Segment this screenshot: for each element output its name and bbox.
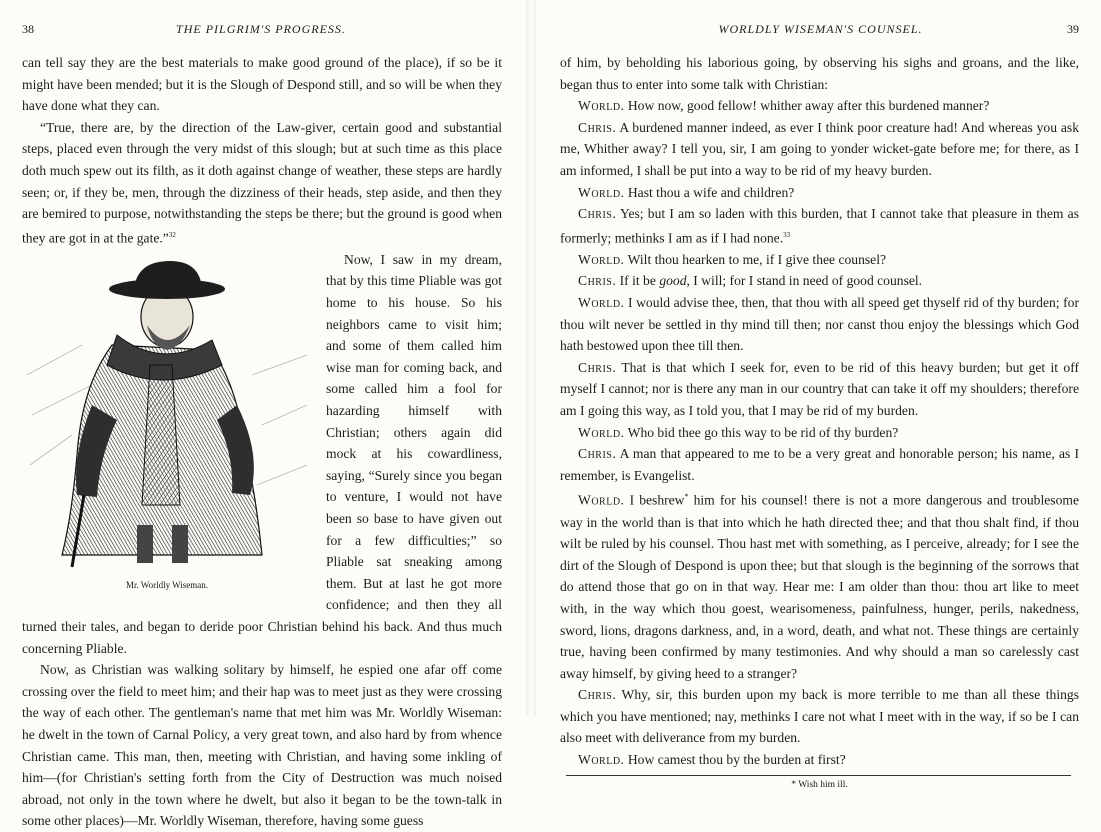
paragraph: of him, by beholding his laborious going, by observing his sighs and groans, and the like, began thus to enter into some talk with Christian: <box>560 55 1079 92</box>
worldly-wiseman-engraving <box>22 255 312 573</box>
dialogue-line: Chris. Yes; but I am so laden with this burden, that I cannot take that pleasure in them as formerly; methinks I am as if I had none.$^{33}$ <box>560 206 1079 246</box>
speaker-label: World. <box>578 251 625 267</box>
speaker-label: World. <box>578 492 625 508</box>
dialogue-line: Chris. Why, sir, this burden upon my back is more terrible to me than all these things which you have mentioned; nay, methinks I care not what I meet with in the way, if so be I can also meet with deliverance from my burden. <box>560 687 1079 746</box>
right-page-number: 39 <box>1066 22 1079 36</box>
speaker-label: World. <box>578 424 625 440</box>
dialogue-line: World. I would advise thee, then, that thou with all speed get thyself rid of thy burden; for thou wilt never be settled in thy mind till then; nor canst thou enjoy the blessings which God hath bestowed upon thee till then. <box>560 295 1079 354</box>
dialogue-line: World. Hast thou a wife and children? <box>578 184 795 200</box>
speaker-label: Chris. <box>578 119 617 135</box>
dialogue-line: Chris. A burdened manner indeed, as ever I think poor creature had! And whereas you ask me, Whither away? I tell you, sir, I am going to yonder wicket-gate before me; for there, as I am informed, I shall be put into a way to be rid of my heavy burden. <box>560 119 1079 178</box>
footnote: * Wish him ill. <box>791 779 848 790</box>
illustration-figure <box>22 255 312 595</box>
footnote-ref: 33 <box>783 230 791 239</box>
left-running-title: THE PILGRIM'S PROGRESS. <box>176 22 346 36</box>
dialogue-line: World. I beshrew* him for his counsel! there is not a more dangerous and troublesome way in the world than is that into which he hath directed thee; and that thou shalt find, if thou wilt be ruled by his counsel. Thou hast met with something, as I perceive, already; for I see the dirt of the Slough of Despond is upon thee; but that slough is the beginning of the sorrows that do attend those that go on in that way. Hear me: I am older than thou: thou art like to meet with, in the way which thou goest, wearisomeness, painfulness, hunger, perils, nakedness, sword, lions, dragons darkness, and, in a word, death, and what not. These things are certainly true, having been confirmed by many testimonies. And why should a man so carelessly cast away himself, by giving heed to a stranger? <box>560 492 1079 681</box>
footnote-ref: 32 <box>168 230 176 239</box>
right-page <box>528 0 1101 790</box>
speaker-label: Chris. <box>578 206 617 222</box>
dialogue-line: Chris. That is that which I seek for, even to be rid of this heavy burden; but get it off myself I cannot; nor is there any man in our country that can take it off my shoulders; therefore am I going this way, as I told you, that I may be rid of my burden. <box>560 359 1080 419</box>
dialogue-line: World. Wilt thou hearken to me, if I give thee counsel? <box>578 251 887 267</box>
dialogue-line: Chris. If it be good, I will; for I stand in need of good counsel. <box>578 273 923 289</box>
right-page-text <box>560 52 1079 771</box>
speaker-label: World. <box>578 98 625 114</box>
paragraph: Now, as Christian was walking solitary by himself, he espied one afar off come crossing over the field to meet him; and their hap was to meet just as they were crossing the way of each other. The gentleman's name that met him was Mr. Worldly Wiseman: he dwelt in the town of Carnal Policy, a very great town, and also hard by from whence Christian came. This man, then, meeting with Christian, and having some inkling of him—(for Christian's setting forth from the City of Destruction was much noised abroad, not only in the town where he dwelt, but also it began to be the town-talk in some other places)—Mr. Worldly Wiseman, therefore, having some guess <box>22 662 502 829</box>
dialogue-line: World. How now, good fellow! whither away after this burdened manner? <box>578 98 990 114</box>
speaker-label: Chris. <box>578 359 617 375</box>
figure-caption: Mr. Worldly Wiseman. <box>125 579 209 590</box>
left-running-header <box>22 22 502 44</box>
speaker-label: Chris. <box>578 273 617 289</box>
left-page-number: 38 <box>22 22 34 36</box>
speaker-label: Chris. <box>578 687 617 703</box>
right-running-header <box>560 22 1079 44</box>
paragraph: can tell say they are the best materials to make good ground of the place), if so be it might have been mended; but it is the Slough of Despond still, and so will be when they have done what they can. <box>22 55 502 114</box>
speaker-label: World. <box>578 184 625 200</box>
footnote-rule <box>566 775 1071 776</box>
dialogue-line: Chris. A man that appeared to me to be a very great and honorable person; his name, as I remember, is Evangelist. <box>560 446 1079 483</box>
speaker-label: World. <box>578 295 625 311</box>
paragraph: “True, there are, by the direction of the Law-giver, certain good and substantial steps, placed even through the very midst of this slough; but at such time as this place doth much spew out its filth, as it doth against change of weather, these steps are hardly seen; or, if they be, men, through the dizziness of their heads, step aside, and then they are bemired to purpose, notwithstanding the steps be there; but the ground is good when they are got in at the gate.”$^{32}$ <box>22 119 502 246</box>
left-page <box>0 0 528 829</box>
speaker-label: Chris. <box>578 446 617 462</box>
footnote-mark: * <box>684 492 689 502</box>
emphasis: good <box>659 273 687 289</box>
right-running-title: WORLDLY WISEMAN'S COUNSEL. <box>718 22 923 36</box>
speaker-label: World. <box>578 752 625 768</box>
paragraph: Now, I saw in my dream, that by this time Pliable was got home to his house. So his neighbors came to visit him; and some of them called him wise man for coming back, and some called him a fool for hazarding himself with Christian; others again did mock at his cowardliness, saying, “Surely since you began to venture, I would not have been so base to have given out for a few difficulties;” so Pliable sat sneaking among them. But at last he got more confidence; and then they all turned their tales, and began to deride poor Christian behind his back. And thus much concerning Pliable. <box>22 251 502 656</box>
dialogue-line: World. How camest thou by the burden at first? <box>578 752 846 768</box>
dialogue-line: World. Who bid thee go this way to be rid of thy burden? <box>578 424 899 440</box>
